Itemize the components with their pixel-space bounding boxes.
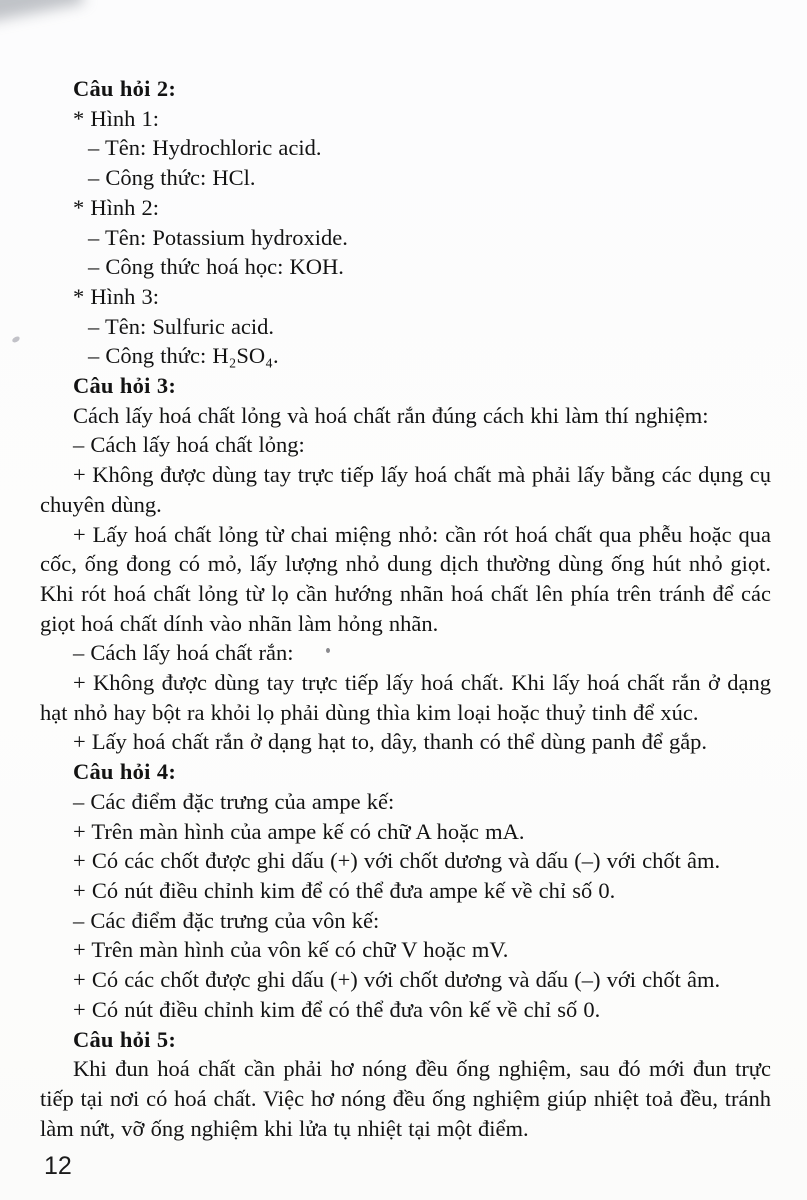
question-heading: Câu hỏi 5: [73,1026,177,1052]
answer-list-item: * Hình 1: [73,105,160,131]
answer-paragraph: + Không được dùng tay trực tiếp lấy hoá chất mà phải lấy bằng các dụng cụ chuyên dùng. [40,462,771,517]
answer-list-item: * Hình 3: [73,283,160,309]
answer-paragraph: + Có nút điều chỉnh kim để có thể đưa ampe kế về chỉ số 0. [73,877,616,903]
answer-list-item: – Tên: Sulfuric acid. [88,313,275,339]
answer-paragraph: Khi đun hoá chất cần phải hơ nóng đều ống nghiệm, sau đó mới đun trực tiếp tại nơi có hoá chất. Việc hơ nóng đều ống nghiệm giúp nhiệt toả đều, tránh làm nứt, vỡ ống nghiệm khi lửa tụ nhiệt tại một điểm. [40,1056,771,1141]
answer-list-item: – Công thức: HCl. [88,165,256,191]
answer-paragraph: + Lấy hoá chất rắn ở dạng hạt to, dây, thanh có thể dùng panh để gắp. [73,729,708,755]
answer-paragraph: + Trên màn hình của ampe kế có chữ A hoặc mA. [73,818,525,844]
answer-paragraph: Cách lấy hoá chất lỏng và hoá chất rắn đúng cách khi làm thí nghiệm: [73,402,709,428]
page-number: 12 [44,1152,72,1180]
answer-paragraph: + Có các chốt được ghi dấu (+) với chốt dương và dấu (–) với chốt âm. [73,967,721,993]
answer-list-item: – Tên: Hydrochloric acid. [88,135,322,161]
answer-paragraph: + Có nút điều chỉnh kim để có thể đưa vôn kế về chỉ số 0. [73,996,601,1022]
answer-list-item: – Tên: Potassium hydroxide. [88,224,348,250]
answer-list-item: – Công thức hoá học: KOH. [88,254,344,280]
question-heading: Câu hỏi 2: [73,76,177,101]
answer-list-item: – Các điểm đặc trưng của ampe kế: [73,788,395,814]
answer-paragraph: + Lấy hoá chất lỏng từ chai miệng nhỏ: cần rót hoá chất qua phễu hoặc qua cốc, ống đong có mỏ, lấy lượng nhỏ dung dịch thường dùng ống hút nhỏ giọt. Khi rót hoá chất lỏng từ lọ cần hướng nhãn hoá chất lên phía trên tránh để các giọt hoá chất dính vào nhãn làm hỏng nhãn. [40,521,771,636]
question-heading: Câu hỏi 3: [73,373,177,399]
question-heading: Câu hỏi 4: [73,759,177,785]
answer-paragraph: + Trên màn hình của vôn kế có chữ V hoặc mV. [73,937,509,963]
page-content [40,74,771,1143]
answer-list-item: – Cách lấy hoá chất rắn: [73,640,294,666]
answer-list-item: – Các điểm đặc trưng của vôn kế: [73,907,380,933]
answer-list-item: – Cách lấy hoá chất lỏng: [73,432,305,458]
answer-paragraph: + Không được dùng tay trực tiếp lấy hoá chất. Khi lấy hoá chất rắn ở dạng hạt nhỏ hay bột ra khỏi lọ phải dùng thìa kim loại hoặc thuỷ tinh để xúc. [40,670,771,725]
answer-list-item: – Công thức: H₂SO₄. [88,343,279,369]
answer-paragraph: + Có các chốt được ghi dấu (+) với chốt dương và dấu (–) với chốt âm. [73,848,721,874]
answer-list-item: * Hình 2: [73,194,160,220]
